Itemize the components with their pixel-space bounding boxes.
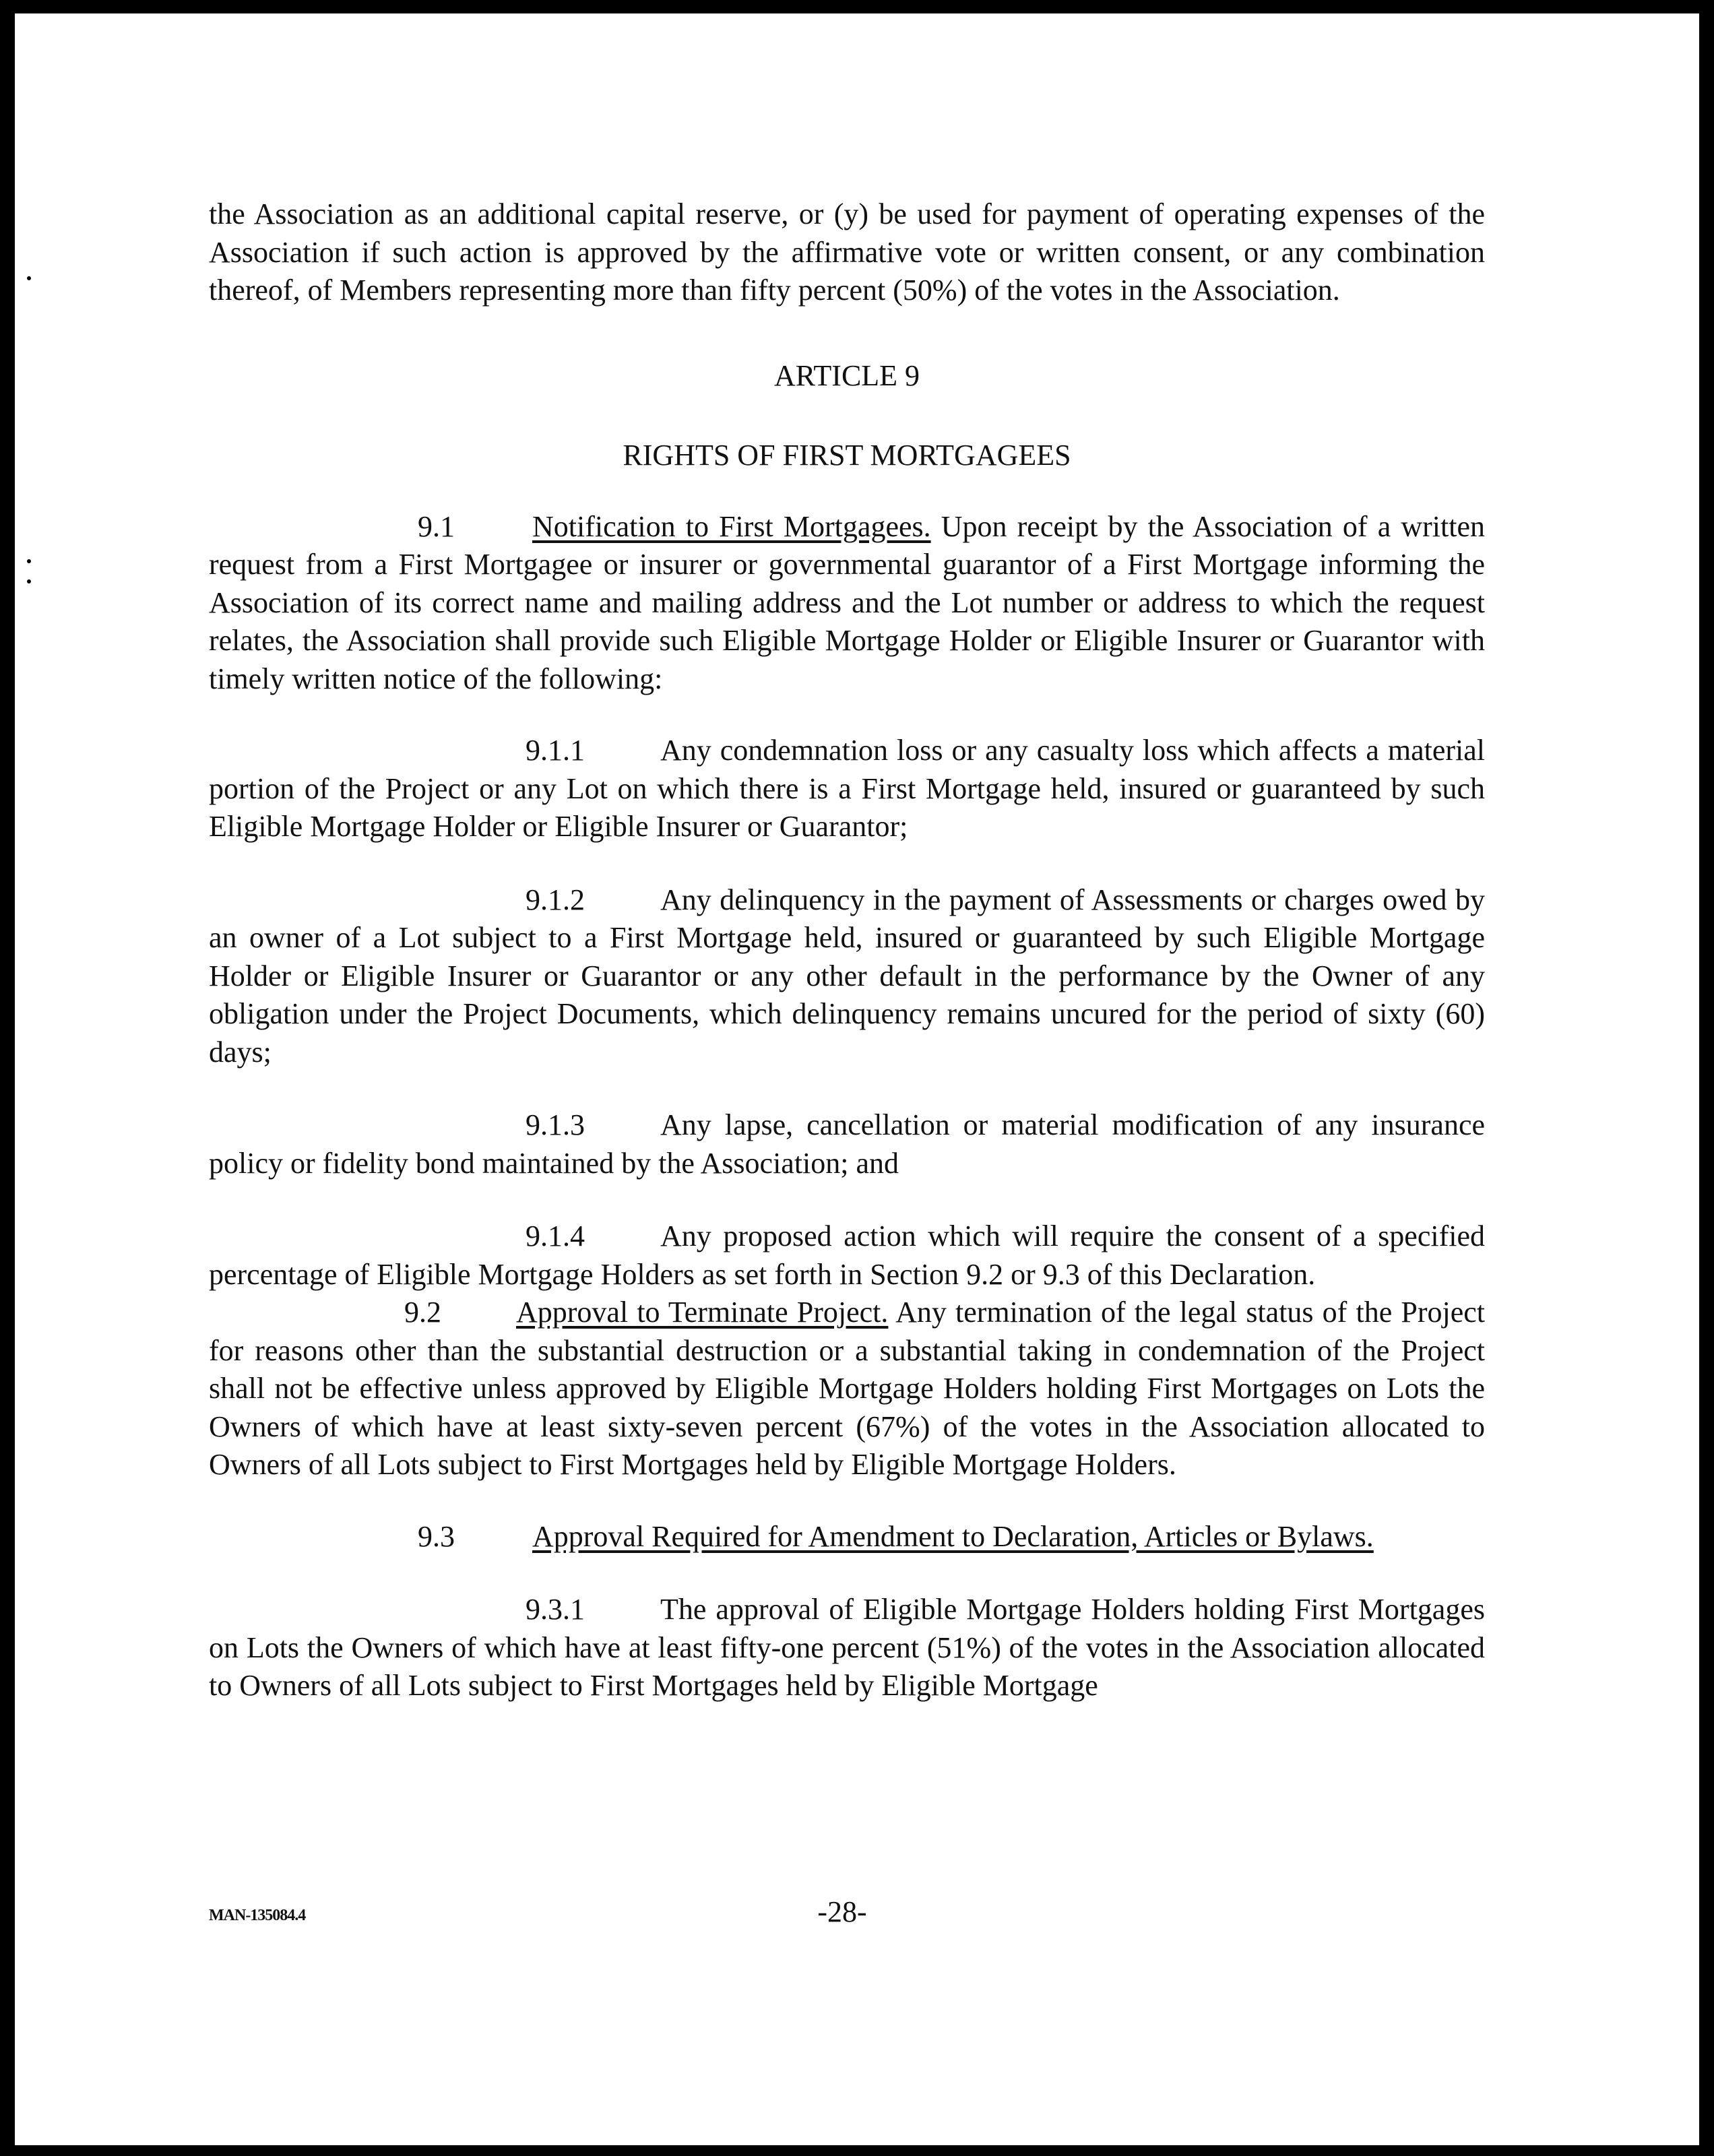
- scan-border-bottom: [0, 2145, 1714, 2156]
- page-number: -28-: [817, 1895, 867, 1928]
- section-9-3-1: [209, 1591, 1485, 1705]
- section-number: 9.1: [418, 509, 455, 543]
- section-number: 9.1.2: [526, 883, 585, 916]
- section-text: Upon receipt by the Association of a written request from a First Mortgagee or insurer or governmental guarantor of a First Mortgage informing the Association of its correct name and mailing address and the Lot number or address to which the request relates, the Association shall provide such Eligible Mortgage Holder or Eligible Insurer or Guarantor with timely written notice of the following:: [209, 509, 1485, 695]
- section-text: Any condemnation loss or any casualty loss which affects a material portion of the Project or any Lot on which there is a First Mortgage held, insured or guaranteed by such Eligible Mortgage Holder or Eligible Insurer or Guarantor;: [209, 734, 1485, 843]
- section-number: 9.1.3: [526, 1108, 585, 1141]
- section-number: 9.3.1: [526, 1593, 585, 1626]
- section-text: Any termination of the legal status of the Project for reasons other than the substantial destruction or a substantial taking in condemnation of the Project shall not be effective unless approved by Eligible Mortgage Holders holding First Mortgages on Lots the Owners of which have at least sixty-seven percent (67%) of the votes in the Association allocated to Owners of all Lots subject to First Mortgages held by Eligible Mortgage Holders.: [209, 1296, 1486, 1481]
- section-9-1-2: [209, 881, 1485, 1072]
- article-title: RIGHTS OF FIRST MORTGAGEES: [623, 438, 1071, 472]
- document-code: MAN-135084.4: [209, 1907, 306, 1924]
- scan-border-top: [0, 0, 1714, 13]
- section-9-1-4: [209, 1217, 1485, 1294]
- section-text: Any delinquency in the payment of Assessments or charges owed by an owner of a Lot subject to a First Mortgage held, insured or guaranteed by such Eligible Mortgage Holder or Eligible Insurer or Guarantor or any other default in the performance by the Owner of any obligation under the Project Documents, which delinquency remains uncured for the period of sixty (60) days;: [209, 883, 1485, 1069]
- section-title: Approval Required for Amendment to Declaration, Articles or Bylaws.: [532, 1519, 1374, 1553]
- section-title: Approval to Terminate Project.: [516, 1296, 889, 1329]
- section-9-1-3: [209, 1106, 1485, 1182]
- section-9-1: [209, 508, 1485, 699]
- scan-speck: [27, 559, 31, 563]
- article-heading: ARTICLE 9: [773, 358, 920, 392]
- scan-speck: [27, 276, 31, 280]
- intro-paragraph: the Association as an additional capital reserve, or (y) be used for payment of operating expenses of the Association if such action is approved by the affirmative vote or written consent, or any combination thereof, of Members representing more than fifty percent (50%) of the votes in the Association.: [209, 197, 1485, 307]
- section-text: The approval of Eligible Mortgage Holders holding First Mortgages on Lots the Owners of which have at least fifty-one percent (51%) of the votes in the Association allocated to Owners of all Lots subject to First Mortgages held by Eligible Mortgage: [209, 1593, 1485, 1702]
- section-number: 9.2: [404, 1296, 441, 1329]
- section-text: Any proposed action which will require the consent of a specified percentage of Eligible Mortgage Holders as set forth in Section 9.2 or 9.3 of this Declaration.: [209, 1219, 1485, 1291]
- document-body: [209, 195, 1485, 1705]
- scan-speck: [27, 579, 31, 583]
- section-9-1-1: [209, 732, 1485, 846]
- section-9-3: [209, 1518, 1485, 1556]
- section-text: Any lapse, cancellation or material modification of any insurance policy or fidelity bond maintained by the Association; and: [209, 1108, 1485, 1180]
- section-number: 9.1.1: [526, 734, 585, 767]
- scan-border-left: [0, 0, 15, 2156]
- section-title: Notification to First Mortgagees.: [532, 509, 931, 543]
- section-number: 9.3: [418, 1519, 455, 1553]
- scan-border-right: [1699, 0, 1714, 2156]
- section-9-2: [209, 1294, 1485, 1484]
- section-number: 9.1.4: [526, 1219, 585, 1253]
